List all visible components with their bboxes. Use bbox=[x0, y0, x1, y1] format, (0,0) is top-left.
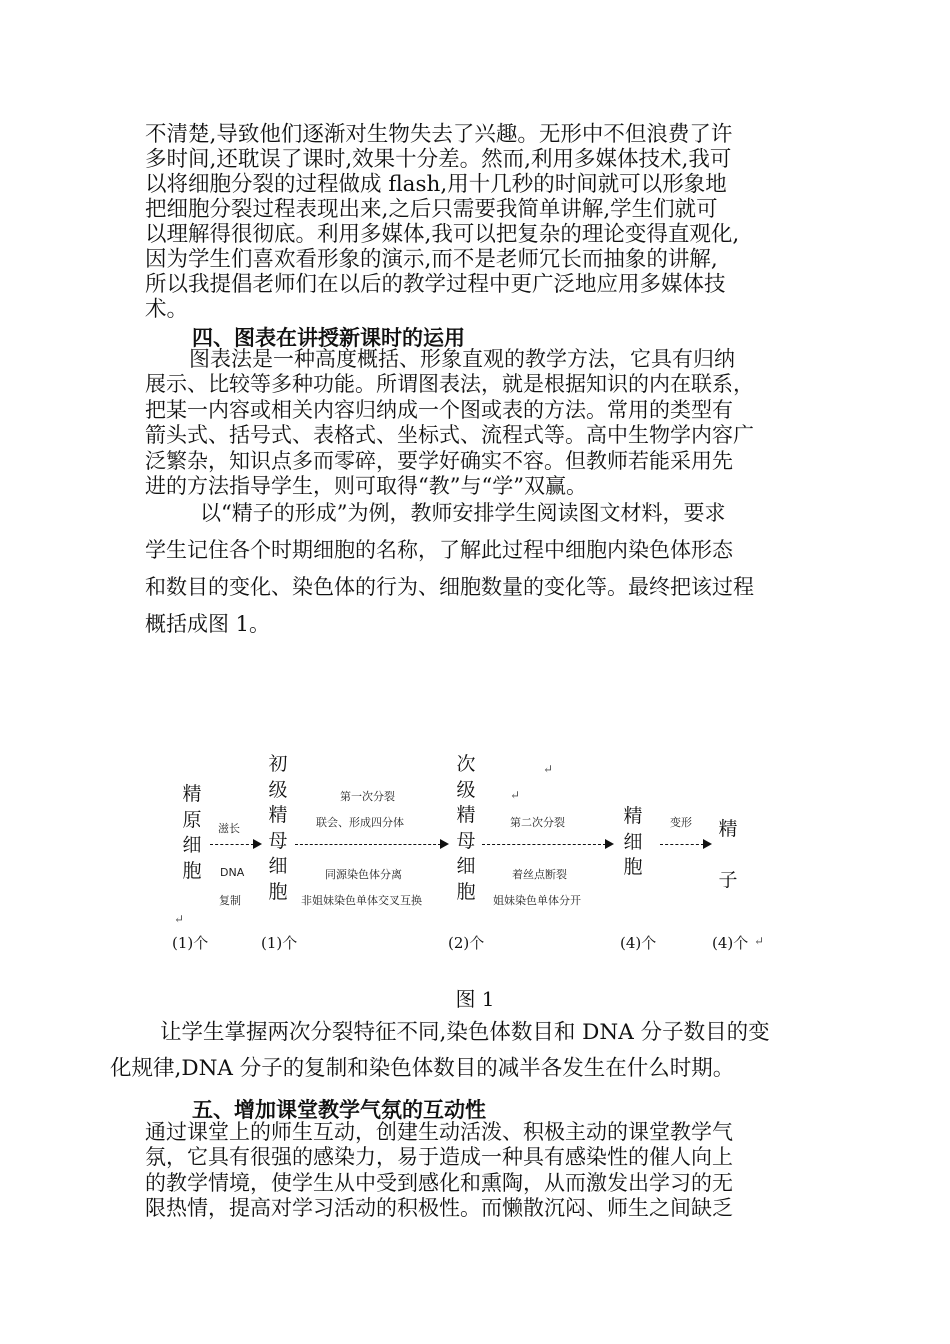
stage-secondary-spermatocyte bbox=[454, 752, 478, 905]
section-heading-4: 四、图表在讲授新课时的运用 bbox=[192, 326, 465, 350]
arrow-label-growth: 滋长 bbox=[218, 822, 240, 835]
paragraph-mark-icon: ↵ bbox=[543, 762, 554, 776]
arrow-label-second-division: 第二次分裂 bbox=[510, 816, 565, 829]
arrowhead-icon bbox=[440, 839, 449, 849]
paragraph-mark-icon: ↵ bbox=[174, 912, 185, 926]
paragraph-example bbox=[145, 495, 845, 643]
stage-char: 精 bbox=[268, 804, 288, 826]
stage-char: 细 bbox=[268, 855, 288, 877]
text-line: 多时间,还耽误了课时,效果十分差。然而,利用多媒体技术,我可 bbox=[145, 147, 732, 172]
stage-char: 细 bbox=[182, 834, 202, 856]
stage-char: 级 bbox=[268, 778, 288, 801]
arrow-label-transform: 变形 bbox=[670, 816, 692, 829]
text-line: 以将细胞分裂的过程做成 flash,用十几秒的时间就可以形象地 bbox=[145, 172, 727, 197]
stage-char: 子 bbox=[718, 869, 738, 891]
stage-char: 精 bbox=[623, 805, 643, 827]
arrow-label-dna: DNA bbox=[220, 866, 245, 879]
stage-char: 胞 bbox=[623, 856, 643, 878]
stage-char: 细 bbox=[623, 830, 643, 853]
stage-char: 胞 bbox=[182, 859, 202, 882]
stage-char: 次 bbox=[456, 753, 476, 775]
count-secondary-spermatocyte: (2)个 bbox=[448, 934, 485, 952]
stage-primary-spermatocyte bbox=[266, 752, 290, 905]
arrow-label-first-division: 第一次分裂 bbox=[340, 790, 395, 803]
arrow-label-chromatid-separation: 姐妹染色单体分开 bbox=[493, 894, 581, 907]
text-line: 把细胞分裂过程表现出来,之后只需要我简单讲解,学生们就可 bbox=[145, 197, 718, 222]
stage-char: 初 bbox=[268, 753, 288, 775]
text-line: 学生记住各个时期细胞的名称，了解此过程中细胞内染色体形态 bbox=[145, 538, 733, 562]
arrow-label-synapsis: 联会、形成四分体 bbox=[316, 816, 404, 829]
section-heading-5: 五、增加课堂教学气氛的互动性 bbox=[192, 1098, 486, 1122]
arrowhead-icon bbox=[253, 839, 262, 849]
text-line: 进的方法指导学生，则可取得“教”与“学”双赢。 bbox=[145, 474, 587, 499]
text-line: 氛，它具有很强的感染力，易于造成一种具有感染性的催人向上 bbox=[145, 1145, 733, 1170]
text-line: 让学生掌握两次分裂特征不同,染色体数目和 DNA 分子数目的变 bbox=[160, 1020, 770, 1045]
stage-char: 母 bbox=[456, 829, 476, 852]
arrow-label-homolog-separation: 同源染色体分离 bbox=[325, 868, 402, 881]
stage-char: 胞 bbox=[268, 880, 288, 903]
text-line: 化规律,DNA 分子的复制和染色体数目的减半各发生在什么时期。 bbox=[110, 1056, 735, 1081]
count-spermatid: (4)个 bbox=[620, 934, 657, 952]
stage-spermatogonium bbox=[180, 782, 204, 884]
stage-char: 精 bbox=[456, 804, 476, 826]
text-line: 所以我提倡老师们在以后的教学过程中更广泛地应用多媒体技 bbox=[145, 272, 726, 297]
stage-spermatid bbox=[621, 804, 645, 881]
stage-sperm bbox=[716, 804, 740, 906]
text-line: 把某一内容或相关内容归纳成一个图或表的方法。常用的类型有 bbox=[145, 397, 733, 422]
arrow-first-division bbox=[295, 844, 441, 845]
figure-spermatogenesis-diagram bbox=[160, 750, 800, 970]
stage-char: 精 bbox=[718, 818, 738, 840]
stage-char: 胞 bbox=[456, 880, 476, 903]
arrow-label-crossover: 非姐妹染色单体交叉互换 bbox=[301, 894, 422, 907]
arrow-growth bbox=[210, 844, 254, 845]
text-line: 因为学生们喜欢看形象的演示,而不是老师冗长而抽象的讲解, bbox=[145, 247, 718, 272]
arrowhead-icon bbox=[703, 839, 712, 849]
text-line: 的教学情境，使学生从中受到感化和熏陶，从而激发出学习的无 bbox=[145, 1170, 733, 1195]
figure-caption: 图 1 bbox=[455, 987, 495, 1011]
text-line: 箭头式、括号式、表格式、坐标式、流程式等。高中生物学内容广 bbox=[145, 423, 754, 448]
stage-char: 原 bbox=[182, 808, 202, 831]
arrow-label-replication: 复制 bbox=[219, 894, 241, 907]
arrow-second-division bbox=[482, 844, 606, 845]
paragraph-interaction bbox=[145, 1120, 845, 1221]
count-spermatogonium: (1)个 bbox=[172, 934, 209, 952]
text-line: 以理解得很彻底。利用多媒体,我可以把复杂的理论变得直观化, bbox=[145, 222, 740, 247]
paragraph-mark-icon: ↵ bbox=[510, 788, 521, 802]
count-primary-spermatocyte: (1)个 bbox=[261, 934, 298, 952]
arrow-label-centromere-split: 着丝点断裂 bbox=[512, 868, 567, 881]
text-line: 术。 bbox=[145, 297, 189, 322]
count-sperm: (4)个 bbox=[712, 934, 749, 952]
text-line: 概括成图 1。 bbox=[145, 612, 271, 636]
stage-char: 级 bbox=[456, 778, 476, 801]
paragraph-multimedia bbox=[145, 122, 845, 322]
paragraph-chart-method bbox=[145, 347, 845, 499]
text-line: 不清楚,导致他们逐渐对生物失去了兴趣。无形中不但浪费了许 bbox=[145, 122, 733, 147]
stage-char: 细 bbox=[456, 855, 476, 877]
text-line: 泛繁杂，知识点多而零碎，要学好确实不容。但教师若能采用先 bbox=[145, 448, 733, 473]
stage-char: 母 bbox=[268, 829, 288, 852]
arrowhead-icon bbox=[605, 839, 614, 849]
stage-char: 精 bbox=[182, 783, 202, 805]
text-line: 限热情，提高对学习活动的积极性。而懒散沉闷、师生之间缺乏 bbox=[145, 1195, 733, 1220]
text-line: 展示、比较等多种功能。所谓图表法，就是根据知识的内在联系， bbox=[145, 372, 754, 397]
text-line: 以“精子的形成”为例，教师安排学生阅读图文材料，要求 bbox=[200, 501, 726, 525]
paragraph-mark-icon: ↵ bbox=[754, 934, 765, 948]
arrow-transform bbox=[660, 844, 704, 845]
text-line: 通过课堂上的师生互动，创建生动活泼、积极主动的课堂教学气 bbox=[145, 1120, 733, 1144]
text-line: 图表法是一种高度概括、形象直观的教学方法，它具有归纳 bbox=[189, 347, 735, 371]
text-line: 和数目的变化、染色体的行为、细胞数量的变化等。最终把该过程 bbox=[145, 575, 754, 599]
paragraph-after-figure bbox=[110, 1015, 850, 1087]
